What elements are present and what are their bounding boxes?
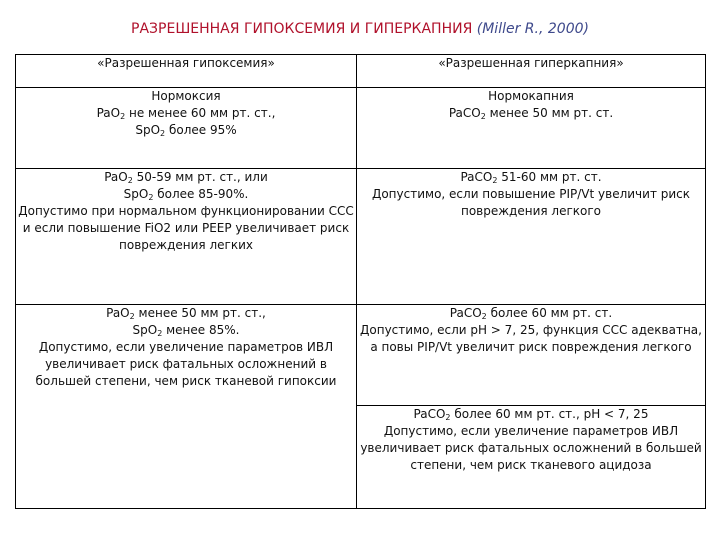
subscript: 2 bbox=[120, 112, 126, 121]
cell-line bbox=[359, 406, 703, 423]
cell-line bbox=[18, 186, 354, 203]
cell-text: Допустимо, если увеличение параметров ИВЛ увеличивает риск фатальных осложнений в большей степени, чем риск тканевой гипоксии bbox=[35, 340, 337, 388]
subscript: 2 bbox=[445, 413, 451, 422]
param-name: SpO bbox=[135, 123, 161, 137]
title-citation: (Miller R., 2000) bbox=[476, 21, 589, 37]
cell-severe-hypoxemia bbox=[16, 305, 357, 509]
cell-line bbox=[359, 169, 703, 186]
cell-text: Допустимо при нормальном функционировании ССС и если повышение FiO2 или PEEP увеличивает риск повреждения легких bbox=[18, 204, 354, 252]
cell-line bbox=[359, 305, 703, 322]
param-name: PaCO bbox=[460, 170, 493, 184]
cell-line bbox=[18, 122, 354, 139]
cell-line bbox=[18, 169, 354, 186]
subscript: 2 bbox=[480, 112, 486, 121]
param-value: 51-60 мм рт. ст. bbox=[497, 170, 602, 184]
cell-severe-hypercapnia-b bbox=[357, 406, 706, 509]
subscript: 2 bbox=[148, 193, 154, 202]
param-name: PaO bbox=[106, 306, 130, 320]
param-name: PaCO bbox=[449, 306, 482, 320]
cell-line: Нормокапния bbox=[488, 89, 574, 103]
cell-line bbox=[18, 105, 354, 122]
cell-moderate-hypercapnia bbox=[357, 169, 706, 305]
subscript: 2 bbox=[481, 312, 487, 321]
param-value: более 85-90%. bbox=[153, 187, 249, 201]
param-name: PaCO bbox=[413, 407, 446, 421]
cell-moderate-hypoxemia bbox=[16, 169, 357, 305]
param-value: 50-59 мм рт. ст., или bbox=[132, 170, 268, 184]
subscript: 2 bbox=[129, 312, 135, 321]
param-name: SpO bbox=[123, 187, 149, 201]
table-header-row bbox=[16, 55, 706, 88]
subscript: 2 bbox=[160, 129, 166, 138]
cell-text: Допустимо, если повышение PIP/Vt увеличит риск повреждения легкого bbox=[371, 187, 691, 218]
param-value: менее 85%. bbox=[162, 323, 240, 337]
page-title bbox=[0, 20, 720, 38]
cell-line bbox=[18, 305, 354, 322]
cell-text: Допустимо, если увеличение параметров ИВЛ увеличивает риск фатальных осложнений в большей степени, чем риск тканевого ацидоза bbox=[360, 424, 702, 472]
param-value: менее 50 мм рт. ст. bbox=[485, 106, 614, 120]
subscript: 2 bbox=[157, 329, 163, 338]
cell-normocapnia bbox=[357, 88, 706, 169]
param-value: менее 50 мм рт. ст., bbox=[134, 306, 266, 320]
cell-normoxia bbox=[16, 88, 357, 169]
subscript: 2 bbox=[127, 176, 133, 185]
table-row bbox=[16, 88, 706, 169]
param-name: PaCO bbox=[448, 106, 481, 120]
title-main: РАЗРЕШЕННАЯ ГИПОКСЕМИЯ И ГИПЕРКАПНИЯ bbox=[131, 21, 473, 37]
table-row bbox=[16, 305, 706, 406]
param-value: более 95% bbox=[165, 123, 237, 137]
cell-line: Нормоксия bbox=[151, 89, 221, 103]
cell-line bbox=[359, 105, 703, 122]
table-row bbox=[16, 169, 706, 305]
cell-text: Допустимо, если pH > 7, 25, функция ССС адекватна, а повы PIP/Vt увеличит риск повреждения легкого bbox=[360, 323, 702, 354]
subscript: 2 bbox=[492, 176, 498, 185]
param-value: более 60 мм рт. ст. bbox=[486, 306, 613, 320]
param-name: SpO bbox=[132, 323, 158, 337]
header-hypercapnia: «Разрешенная гиперкапния» bbox=[357, 55, 706, 88]
comparison-table bbox=[15, 54, 706, 509]
param-value: более 60 мм рт. ст., pH < 7, 25 bbox=[450, 407, 649, 421]
param-name: PaO bbox=[96, 106, 121, 120]
cell-severe-hypercapnia-a bbox=[357, 305, 706, 406]
cell-line bbox=[18, 322, 354, 339]
param-name: PaO bbox=[104, 170, 128, 184]
header-hypoxemia: «Разрешенная гипоксемия» bbox=[16, 55, 357, 88]
param-value: не менее 60 мм рт. ст., bbox=[125, 106, 276, 120]
